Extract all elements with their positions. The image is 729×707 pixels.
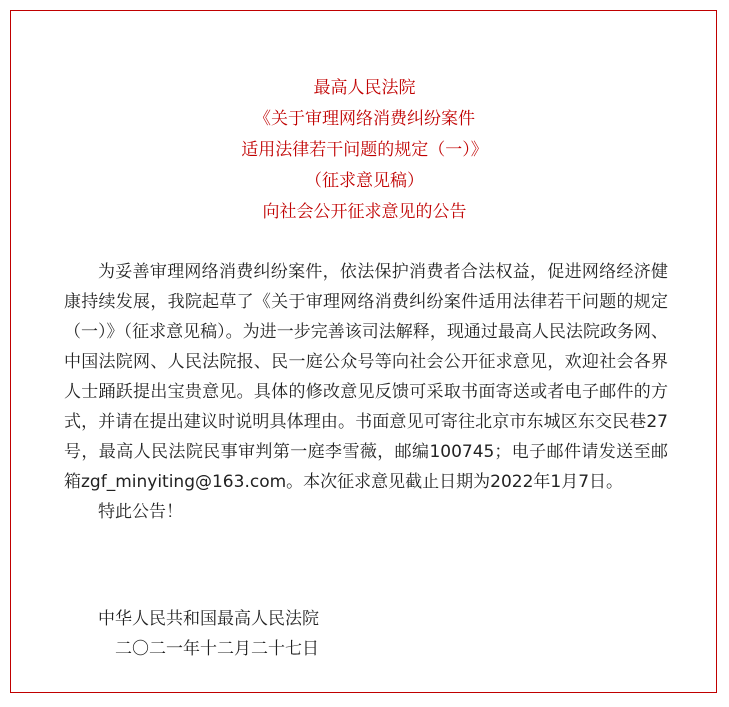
- title-line-document-name-1: 《关于审理网络消费纠纷案件: [254, 109, 475, 129]
- signature-date: 二〇二一年十二月二十七日: [115, 639, 319, 659]
- title-line-announcement: 向社会公开征求意见的公告: [262, 202, 467, 222]
- title-line-draft: （征求意见稿）: [305, 171, 424, 191]
- signature-organization: 中华人民共和国最高人民法院: [98, 609, 319, 629]
- announcement-body: [64, 257, 668, 527]
- signature-block: [98, 604, 319, 664]
- title-line-document-name-2: 适用法律若干问题的规定（一）》: [241, 140, 488, 160]
- body-paragraph: 为妥善审理网络消费纠纷案件，依法保护消费者合法权益，促进网络经济健康持续发展，我院起草了《关于审理网络消费纠纷案件适用法律若干问题的规定（一）》（征求意见稿）。为进一步完善该司法解释，现通过最高人民法院政务网、中国法院网、人民法院报、民一庭公众号等向社会公开征求意见，欢迎社会各界人士踊跃提出宝贵意见。具体的修改意见反馈可采取书面寄送或者电子邮件的方式，并请在提出建议时说明具体理由。书面意见可寄往北京市东城区东交民巷27号，最高人民法院民事审判第一庭李雪薇，邮编100745；电子邮件请发送至邮箱zgf_minyiting@163.com。本次征求意见截止日期为2022年1月7日。: [64, 262, 668, 492]
- title-line-court: 最高人民法院: [313, 78, 416, 98]
- announcement-title: [0, 73, 729, 228]
- closing-line: 特此公告！: [98, 502, 183, 522]
